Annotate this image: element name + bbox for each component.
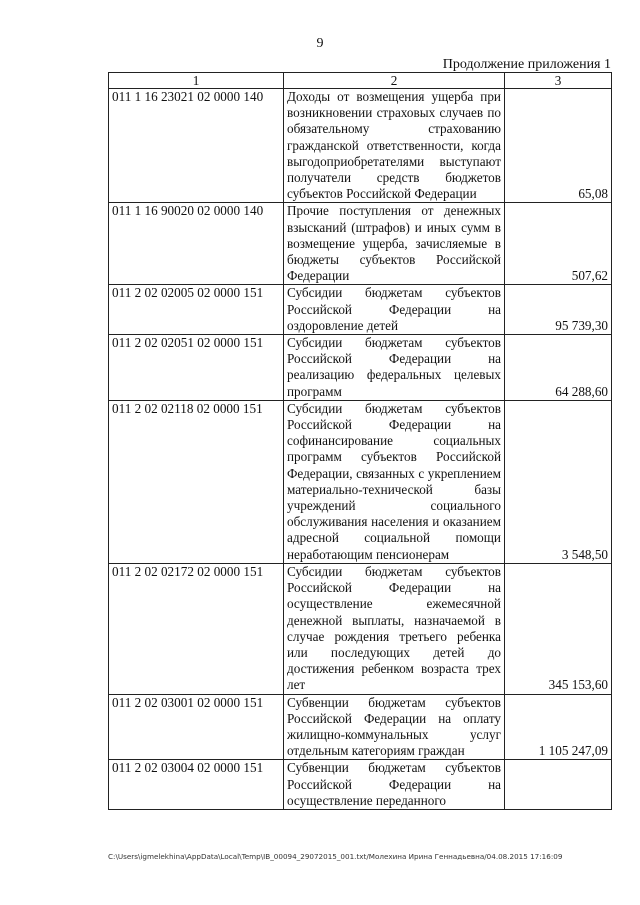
row-description: Субсидии бюджетам субъектов Российской Федерации на осуществление ежемесячной денежной выплаты, назначаемой в случае рождения третьего ребенка или последующих детей до достижения ребенком возраста трех лет <box>284 563 505 694</box>
table-row <box>109 400 612 563</box>
row-amount <box>505 760 612 810</box>
continuation-label: Продолжение приложения 1 <box>442 57 611 72</box>
row-code: 011 2 02 02118 02 0000 151 <box>109 400 284 563</box>
table-row <box>109 285 612 335</box>
row-description: Прочие поступления от денежных взысканий (штрафов) и иных сумм в возмещение ущерба, зачисляемые в бюджеты субъектов Российской Федерации <box>284 203 505 285</box>
row-amount: 507,62 <box>505 203 612 285</box>
row-amount: 345 153,60 <box>505 563 612 694</box>
row-amount: 95 739,30 <box>505 285 612 335</box>
table-row <box>109 760 612 810</box>
row-amount: 64 288,60 <box>505 335 612 401</box>
row-code: 011 2 02 02005 02 0000 151 <box>109 285 284 335</box>
table-row <box>109 203 612 285</box>
row-description: Субсидии бюджетам субъектов Российской Федерации на реализацию федеральных целевых программ <box>284 335 505 401</box>
row-description: Субвенции бюджетам субъектов Российской Федерации на оплату жилищно-коммунальных услуг отдельным категориям граждан <box>284 694 505 760</box>
table-row <box>109 563 612 694</box>
table-row <box>109 89 612 203</box>
row-description: Доходы от возмещения ущерба при возникновении страховых случаев по обязательному страхованию гражданской ответственности, когда выгодоприобретателями выступают получатели средств бюджетов субъектов Российской Федерации <box>284 89 505 203</box>
row-code: 011 2 02 02051 02 0000 151 <box>109 335 284 401</box>
header-col-3: 3 <box>505 73 612 89</box>
row-description: Субсидии бюджетам субъектов Российской Федерации на софинансирование социальных программ субъектов Российской Федерации, связанных с укреплением материально-технической базы учреждений социального обслуживания населения и оказанием адресной социальной помощи неработающим пенсионерам <box>284 400 505 563</box>
row-code: 011 2 02 02172 02 0000 151 <box>109 563 284 694</box>
page-number: 9 <box>316 36 324 51</box>
row-amount: 65,08 <box>505 89 612 203</box>
income-table <box>108 72 612 810</box>
header-col-2: 2 <box>284 73 505 89</box>
row-amount: 1 105 247,09 <box>505 694 612 760</box>
row-description: Субсидии бюджетам субъектов Российской Федерации на оздоровление детей <box>284 285 505 335</box>
footer-file-path: C:\Users\igmelekhina\AppData\Local\Temp\IB_00094_29072015_001.txt/Молехина Ирина Геннадьевна/04.08.2015 17:16:09 <box>108 852 563 861</box>
row-amount: 3 548,50 <box>505 400 612 563</box>
row-description: Субвенции бюджетам субъектов Российской Федерации на осуществление переданного <box>284 760 505 810</box>
table-row <box>109 694 612 760</box>
row-code: 011 1 16 23021 02 0000 140 <box>109 89 284 203</box>
row-code: 011 2 02 03001 02 0000 151 <box>109 694 284 760</box>
table-header-row <box>109 73 612 89</box>
table-row <box>109 335 612 401</box>
row-code: 011 1 16 90020 02 0000 140 <box>109 203 284 285</box>
row-code: 011 2 02 03004 02 0000 151 <box>109 760 284 810</box>
header-col-1: 1 <box>109 73 284 89</box>
